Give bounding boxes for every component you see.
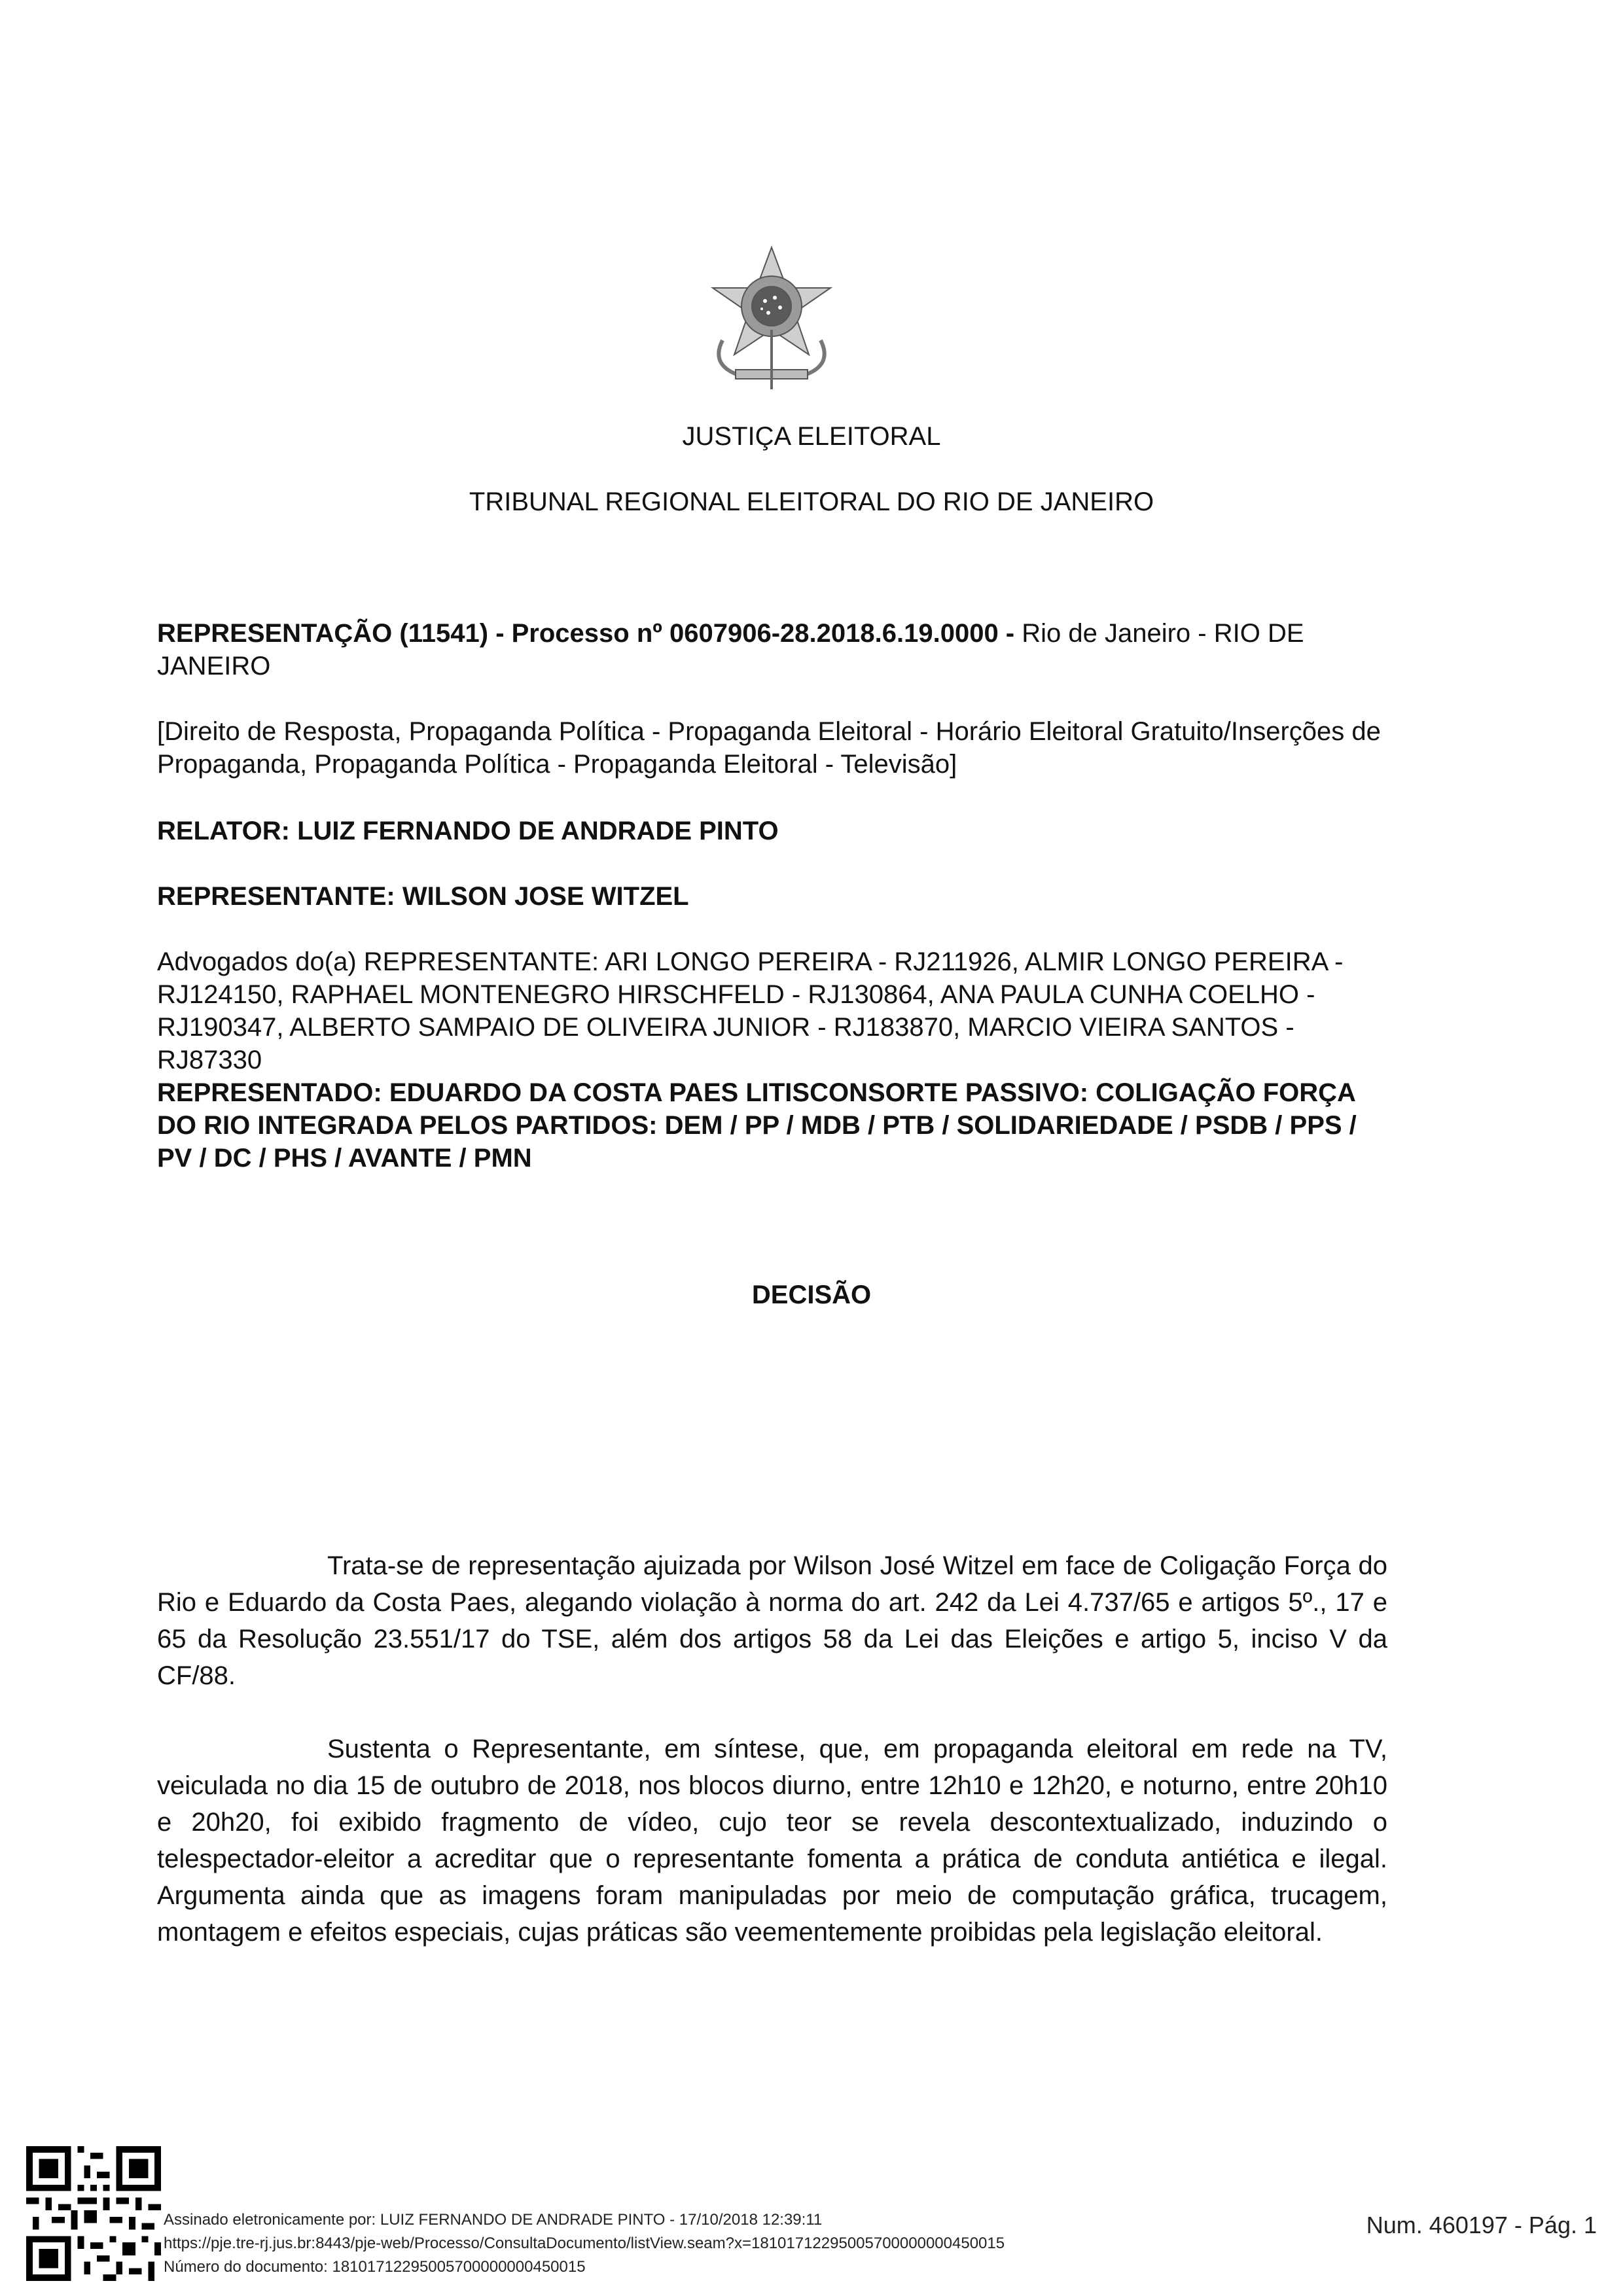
qr-code-icon xyxy=(26,2146,161,2281)
signed-by: Assinado eletronicamente por: LUIZ FERNANDO DE ANDRADE PINTO - 17/10/2018 12:39:11 xyxy=(164,2211,823,2229)
brazil-coat-of-arms-icon xyxy=(696,242,847,393)
header-tribunal: TRIBUNAL REGIONAL ELEITORAL DO RIO DE JANEIRO xyxy=(469,487,1154,516)
decision-paragraph-2: Sustenta o Representante, em síntese, que, em propaganda eleitoral em rede na TV, veiculada no dia 15 de outubro de 2018, nos blocos diurno, entre 12h10 e 12h20, e noturno, entre 20h10 e 20h20, foi exibido fragmento de vídeo, cujo teor se revela descontextualizado, induzindo o telespectador-eleitor a acreditar que o representante fomenta a prática de conduta antiética e ilegal. Argumenta ainda que as imagens foram manipuladas por meio de computação gráfica, trucagem, montagem e efeitos especiais, cujas práticas são veementemente proibidas pela legislação eleitoral. xyxy=(157,1735,1387,1947)
representante: REPRESENTANTE: WILSON JOSE WITZEL xyxy=(157,882,689,911)
verification-url[interactable]: https://pje.tre-rj.jus.br:8443/pje-web/Processo/ConsultaDocumento/listView.seam?x=18101712295005700000000450015 xyxy=(164,2234,1005,2252)
page-number: Num. 460197 - Pág. 1 xyxy=(1366,2212,1597,2238)
decision-paragraph-1: Trata-se de representação ajuizada por Wilson José Witzel em face de Coligação Força do Rio e Eduardo da Costa Paes, alegando violação à norma do art. 242 da Lei 4.737/65 e artigos 5º., 17 e 65 da Resolução 23.551/17 do TSE, além dos artigos 58 da Lei das Eleições e artigo 5, inciso V da CF/88. xyxy=(157,1551,1387,1690)
process-number: REPRESENTAÇÃO (11541) - Processo nº 0607906-28.2018.6.19.0000 - xyxy=(157,619,1015,648)
advogados: Advogados do(a) REPRESENTANTE: ARI LONGO PEREIRA - RJ211926, ALMIR LONGO PEREIRA - RJ124150, RAPHAEL MONTENEGRO HIRSCHFELD - RJ130864, ANA PAULA CUNHA COELHO - RJ190347, ALBERTO SAMPAIO DE OLIVEIRA JUNIOR - RJ183870, MARCIO VIEIRA SANTOS - RJ87330 xyxy=(157,947,1344,1074)
signature-info xyxy=(164,2208,1005,2279)
relator: RELATOR: LUIZ FERNANDO DE ANDRADE PINTO xyxy=(157,817,779,845)
document-number: Número do documento: 18101712295005700000000450015 xyxy=(164,2258,586,2276)
process-location: Rio de Janeiro - RIO DE JANEIRO xyxy=(157,619,1304,680)
case-subjects: [Direito de Resposta, Propaganda Política - Propaganda Eleitoral - Horário Eleitoral Gratuito/Inserções de Propaganda, Propaganda Política - Propaganda Eleitoral - Televisão] xyxy=(157,717,1381,779)
signature-footer xyxy=(26,2146,1597,2277)
decision-title: DECISÃO xyxy=(751,1280,872,1309)
representado: REPRESENTADO: EDUARDO DA COSTA PAES LITISCONSORTE PASSIVO: COLIGAÇÃO FORÇA DO RIO INTEGRADA PELOS PARTIDOS: DEM / PP / MDB / PTB / SOLIDARIEDADE / PSDB / PPS / PV / DC / PHS / AVANTE / PMN xyxy=(157,1078,1357,1173)
header-court: JUSTIÇA ELEITORAL xyxy=(682,422,941,451)
process-line xyxy=(157,617,1387,682)
